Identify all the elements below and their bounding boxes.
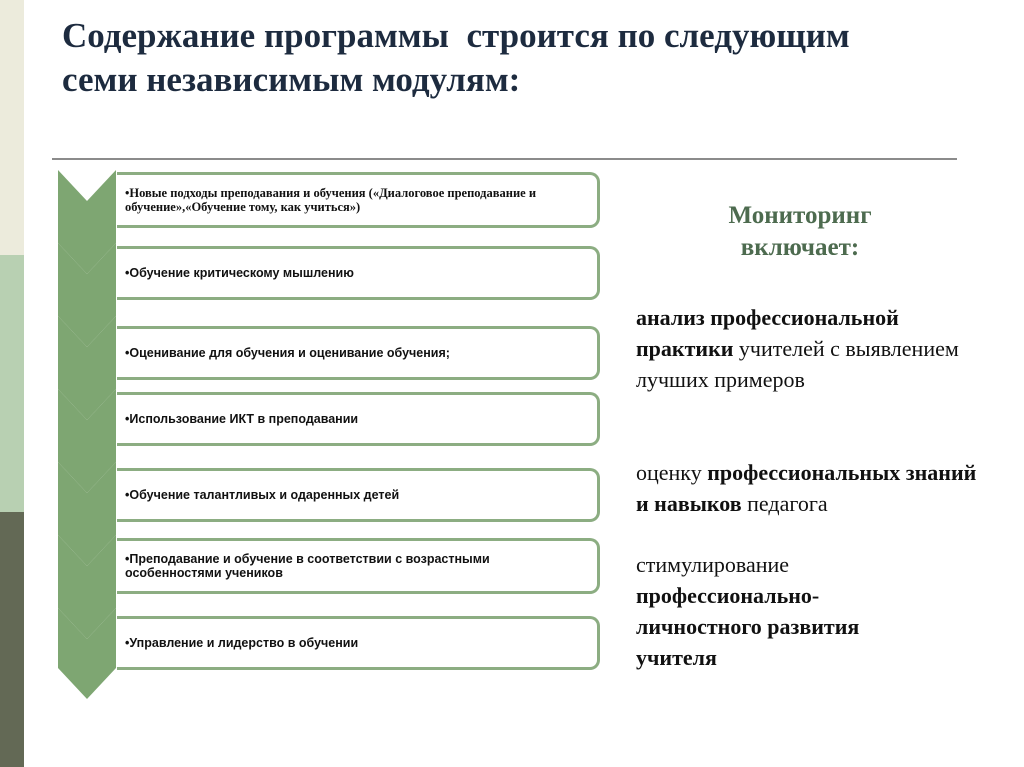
monitoring-item-2-lead: оценку [636,460,708,485]
monitoring-item-1-bold: анализ профессиональной практики [636,305,899,361]
title-divider [52,158,957,160]
monitoring-item-3 [636,549,906,673]
monitoring-item-2-bold: профессиональных знаний и навыков [636,460,977,516]
module-text-1: •Новые подходы преподавания и обучения («Диалоговое преподавание и обучение»,«Обучение тому, как учиться») [125,186,537,214]
module-text-5: •Обучение талантливых и одаренных детей [125,488,400,502]
page-title-line2: семи независимым модулям: [62,60,521,99]
monitoring-item-2-rest: педагога [741,491,828,516]
monitoring-item-3-lead: стимулирование [636,552,790,577]
module-box-5 [117,468,600,522]
monitoring-item-2 [636,457,986,519]
page-title [62,14,1002,102]
module-box-6 [117,538,600,594]
page-title-line1: Содержание программы строится по следующим [62,16,850,55]
monitoring-heading-line2: включает: [740,234,860,261]
module-box-4 [117,392,600,446]
module-box-2 [117,246,600,300]
module-box-1 [117,172,600,228]
module-text-3: •Оценивание для обучения и оценивание обучения; [125,346,450,360]
module-text-2: •Обучение критическому мышлению [125,266,354,280]
monitoring-heading [700,200,900,264]
module-text-7: •Управление и лидерство в обучении [125,636,359,650]
module-box-7 [117,616,600,670]
monitoring-item-3-bold: профессионально-личностного развития учителя [636,583,860,670]
module-text-6: •Преподавание и обучение в соответствии с возрастными особенностями учеников [125,552,490,580]
monitoring-item-1 [636,302,986,395]
module-text-4: •Использование ИКТ в преподавании [125,412,359,426]
chevron-chain [0,0,130,767]
module-box-3 [117,326,600,380]
monitoring-item-1-rest: учителей с выявлением лучших примеров [636,336,959,392]
monitoring-heading-line1: Мониторинг [728,202,872,229]
